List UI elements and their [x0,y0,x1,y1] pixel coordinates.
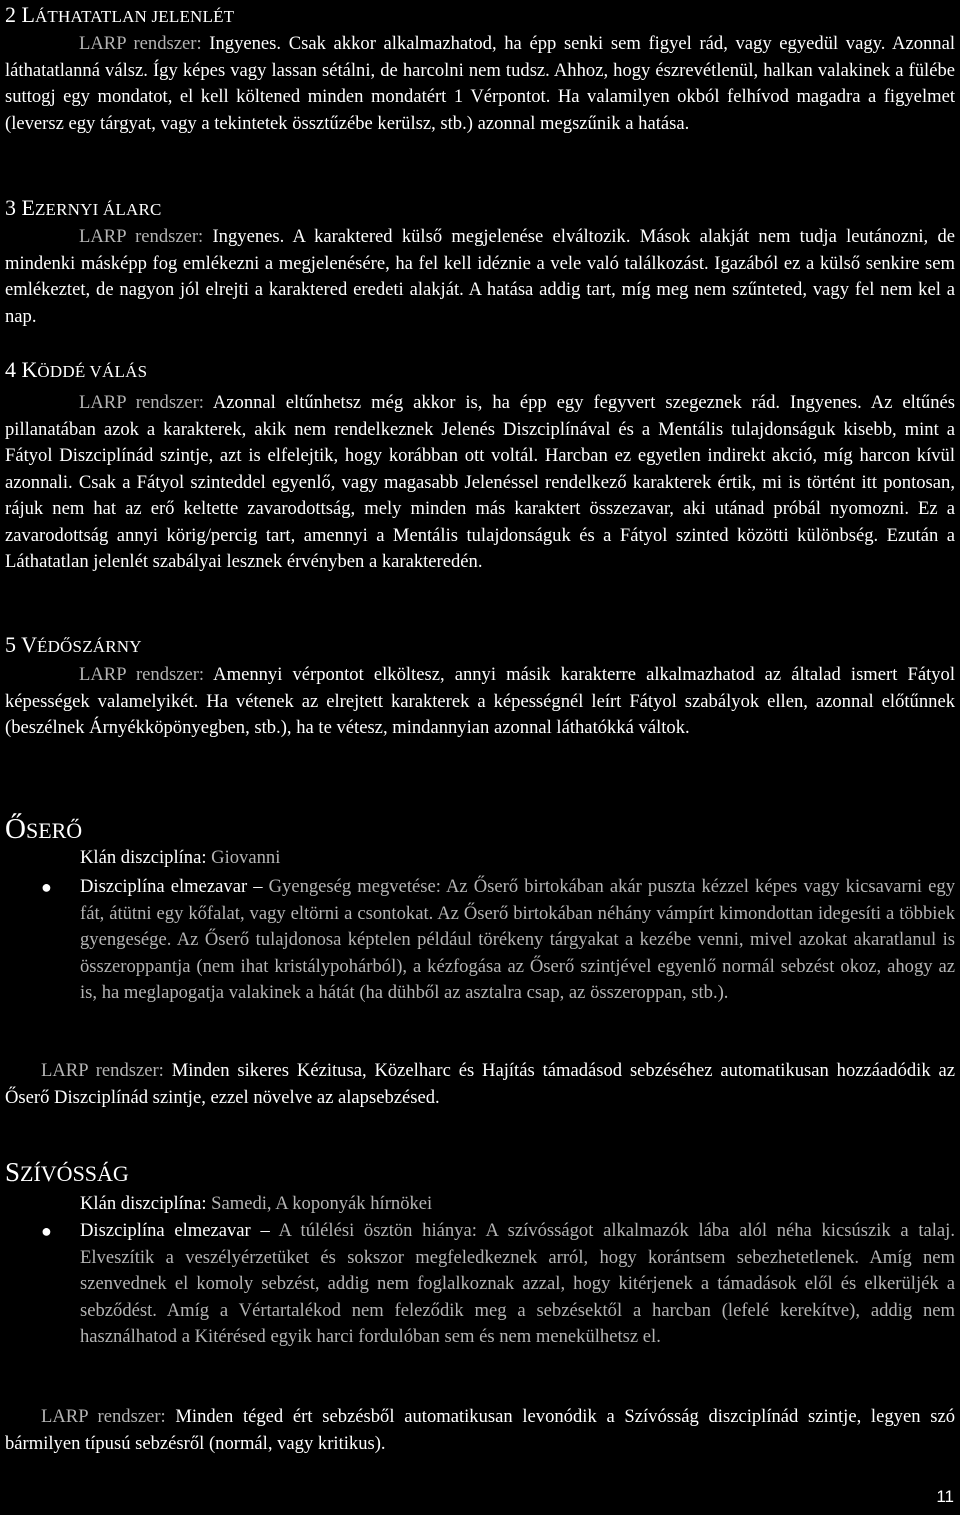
clan-discipline-line: Klán diszciplína: Samedi, A koponyák hírnökei [80,1193,433,1214]
section-heading-4: 4 KÖDDÉ VÁLÁS [5,357,148,382]
discipline-heading-szivossag: SZÍVÓSSÁG [5,1157,129,1187]
section-3-paragraph: LARP rendszer: Ingyenes. A karaktered külső megjelenése elváltozik. Mások alakját nem tudja leutánozni, de mindenki másképp fog emlékezni a megjelenésére, ha fel kell idéznie a vele való találkozást. Igazából ez a külső senkire sem emlékeztet, de nagyon jól elrejti a karaktered eredeti alakját. A hatása addig tart, míg meg nem szűnteted, vagy fel nem kel a nap. [5,226,955,327]
oserő-larp-paragraph: LARP rendszer: Minden sikeres Kézitusa, Közelharc és Hajítás támadásod sebzéséhez automatikusan hozzáadódik az Őserő Diszciplínád szintje, ezzel növelve az alapsebzésed. [5,1060,956,1108]
clan-discipline-line: Klán diszciplína: Giovanni [80,847,281,868]
larp-label: LARP rendszer: [79,226,204,247]
section-heading-5: 5 VÉDŐSZÁRNY [5,632,142,657]
bullet-item-oserő: ● Diszciplína elmezavar – Gyengeség megvetése: Az Őserő birtokában akár puszta kézzel képes vagy kicsavarni egy fát, átütni egy kőfalat, vagy eltörni a csontokat. Az Őserő birtokában néhány vámpírt kimondottan idegesíti a többiek gyengesége. Az Őserő tulajdonosa képtelen például törékeny tárgyakat a kezébe venni, mivel azokat akaratlanul is összeroppantja (nem ihat kristálypohárból), a kézfogása az Őserő szintjével egyenlő normál sebzést okoz, ahogy az is, ha meglapogatja valakinek a hátát (ha dühből az asztalra csap, az összeroppan, stb.). [41,876,956,1003]
section-4-paragraph: LARP rendszer: Azonnal eltűnhetsz még akkor is, ha épp egy fegyvert szegeznek rád. Ingyenes. Az eltűnés pillanatában azok a karakterek, akik nem rendelkeznek Jelenés Diszciplínával és a Mentális tulajdonságuk kisebb, mint a Fátyol Diszciplínád szintje, azt is elfelejtik, hogy korábban ott voltál. Harcban ez egyetlen indirekt akció, míg harcon kívül azonnali. Csak a Fátyol szinteddel egyenlő, vagy magasabb Jelenéssel rendelkező karakterek értik, mi is történt itt pontosan, rájuk nem hat az erő keltette zavarodottság, mely minden más karaktert összezavar, aki utánad próbál nyomozni. Ez a zavarodottság annyi körig/percig tart, amennyi a Mentális tulajdonságuk és a Fátyol szinted közötti különbség. Ezután a Láthatatlan jelenlét szabályai lesznek érvényben a karakteredén. [5,392,956,572]
page-number: 11 [936,1487,954,1506]
larp-label: LARP rendszer: [41,1406,166,1427]
discipline-heading-oserő: ŐSERŐ [5,813,83,845]
larp-label: LARP rendszer: [41,1060,164,1081]
larp-label: LARP rendszer: [79,33,202,54]
section-2-paragraph: LARP rendszer: Ingyenes. Csak akkor alkalmazhatod, ha épp senki sem figyel rád, vagy egyedül vagy. Azonnal láthatatlanná válsz. Így képes vagy lassan sétálni, de harcolni nem tudsz. Ahhoz, hogy észrevétlenül, halkan valakinek a fülébe suttogj egy mondatot, el kell költened minden mondatért 1 Vérpontot. Ha valamilyen okból felhívod magadra a figyelmet (leversz egy tárgyat, vagy a tekintetek össztűzébe kerülsz, stb.) azonnal megszűnik a hatása. [5,33,956,134]
section-heading-2: 2 LÁTHATATLAN JELENLÉT [5,2,235,27]
bullet-icon: ● [41,877,52,897]
section-heading-3: 3 EZERNYI ÁLARC [5,195,162,220]
szivossag-larp-paragraph: LARP rendszer: Minden téged ért sebzésből automatikusan levonódik a Szívósság diszciplínád szintje, legyen szó bármilyen típusú sebzésről (normál, vagy kritikus). [5,1406,955,1454]
bullet-item-szivossag: ● Diszciplína elmezavar – A túlélési ösztön hiánya: A szívósságot alkalmazók lába alól néha kicsúszik a talaj. Elveszítik a veszélyérzetüket és sokszor megfeledkeznek arról, hogy korántsem sebezhetetlenek. Amíg nem szenvednek el komoly sebzést, addig nem foglalkoznak azzal, hogy kitérjenek a támadások elől és elkerüljék a sebződést. Amíg a Vértartalékod nem feleződik meg a sebzésektől a harcban (lefelé kerekítve), addig nem használhatod a Kitérésed egyik harci fordulóban sem és nem menekülhetsz el. [41,1220,955,1347]
section-5-paragraph: LARP rendszer: Amennyi vérpontot elköltesz, annyi másik karakterre alkalmazhatod az általad ismert Fátyol képességek valamelyikét. Ha vétenek az elrejtett karakterek a képességnél leírt Fátyol szabályok ellen, azonnal előtűnnek (beszélnek Árnyékköpönyegben, stb.), ha te vétesz, mindannyian azonnal láthatókká váltok. [5,664,956,738]
larp-label: LARP rendszer: [79,392,204,413]
larp-label: LARP rendszer: [79,664,205,685]
bullet-icon: ● [41,1221,52,1241]
